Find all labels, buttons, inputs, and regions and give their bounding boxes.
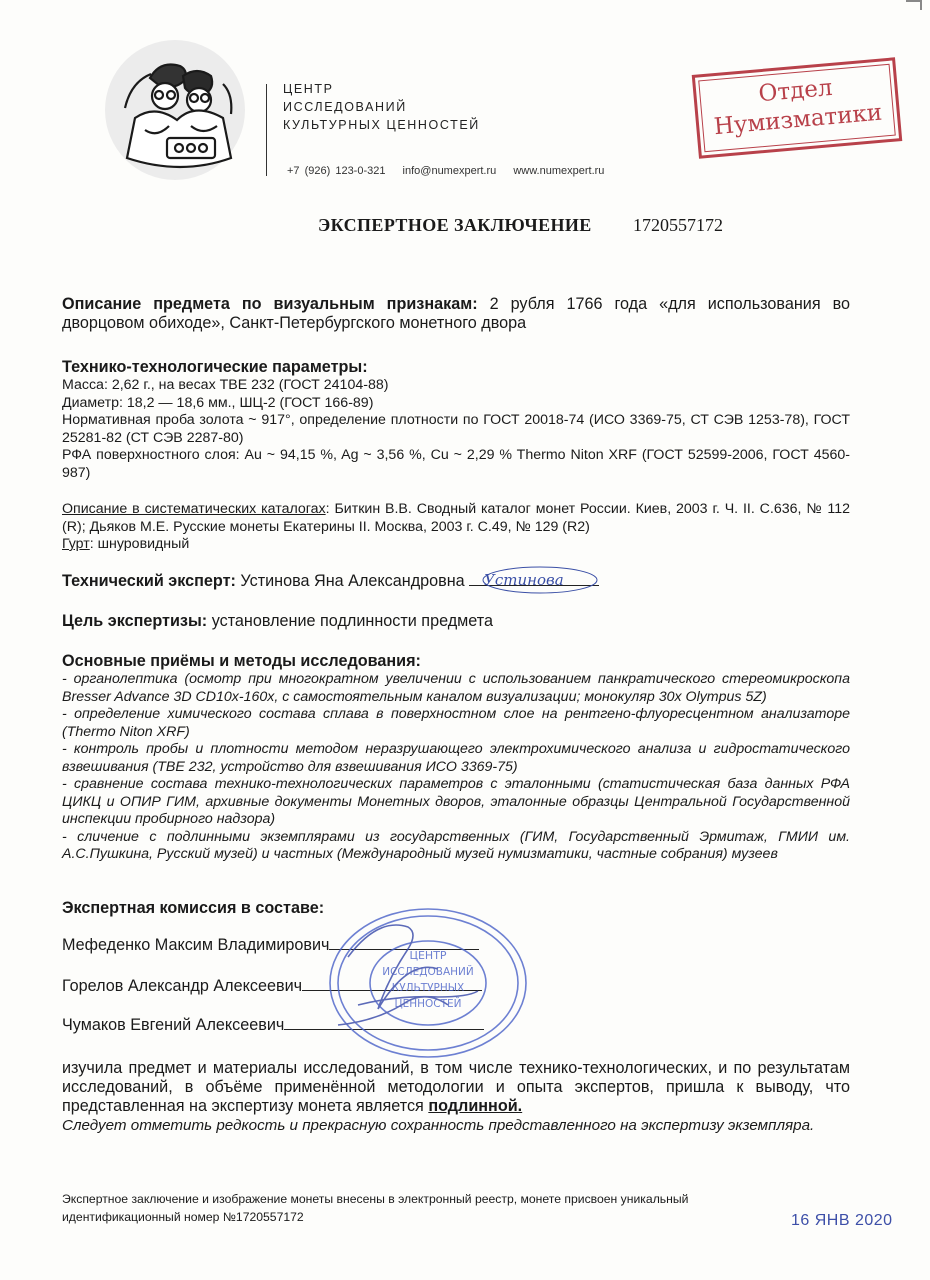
- svg-text:ЦЕННОСТЕЙ: ЦЕННОСТЕЙ: [394, 998, 462, 1010]
- dept-stamp-line: Отдел: [757, 74, 834, 108]
- header-divider: [266, 84, 267, 176]
- method-item: - контроль пробы и плотности методом неразрушающего электрохимического анализа и гидростатического взвешивания (ТВЕ 232, устройство для взвешивания ИСО 3369-75): [62, 741, 850, 775]
- commission-member-name: Мефеденко Максим Владимирович: [62, 936, 330, 954]
- param-xrf: РФА поверхностного слоя: Au ~ 94,15 %, Ag ~ 3,56 %, Cu ~ 2,29 % Thermo Niton XRF (ГОСТ 52599-2006, ГОСТ 4560-987): [62, 447, 850, 481]
- param-purity: Нормативная проба золота ~ 917°, определение плотности по ГОСТ 20018-74 (ИСО 3369-75, СТ СЭВ 1253-78), ГОСТ 25281-82 (СТ СЭВ 2287-80): [62, 412, 850, 446]
- svg-text:ИССЛЕДОВАНИЙ: ИССЛЕДОВАНИЙ: [382, 966, 474, 978]
- method-item: - сличение с подлинными экземплярами из государственных (ГИМ, Государственный Эрмитаж, ГМИИ им. А.С.Пушкина, Русский музей) и частных (Международный музей нумизматики, частные собрания) музеев: [62, 828, 850, 862]
- org-logo-image: [95, 38, 255, 183]
- goal-line: [62, 612, 850, 631]
- item-description: [62, 295, 850, 333]
- method-item: - органолептика (осмотр при многократном увеличении с использованием панкратического стереомикроскопа Bresser Advance 3D CD10x-160x, с самостоятельным каналом визуализации; монокуляр 30x Olympus 5Z): [62, 671, 850, 705]
- org-name-line: ЦЕНТР: [283, 82, 334, 96]
- official-round-seal: [318, 905, 528, 1060]
- tech-expert-label: Технический эксперт:: [62, 572, 236, 590]
- edge-value: : шнуровидный: [89, 536, 190, 552]
- conclusion-text: изучила предмет и материалы исследований, в том числе технико-технологических, и по результатам исследований, в объёме применённой методологии и опыта экспертов, пришла к выводу, что представленная на экспертизу монета является: [62, 1059, 850, 1115]
- commission-member-name: Чумаков Евгений Алексеевич: [62, 1016, 285, 1034]
- commission-member-name: Горелов Александр Алексеевич: [62, 977, 303, 995]
- org-name-line: КУЛЬТУРНЫХ ЦЕННОСТЕЙ: [283, 118, 480, 132]
- conclusion-note: Следует отметить редкость и прекрасную сохранность представленного на экспертизу экземпляра.: [62, 1117, 815, 1134]
- dept-stamp-line: Нумизматики: [712, 99, 884, 141]
- website: www.numexpert.ru: [513, 165, 605, 177]
- footer-id: идентификационный номер №1720557172: [62, 1210, 304, 1224]
- item-description-text: 2 рубля 1766 года «для использования во дворцовом обиходе», Санкт-Петербургского монетного двора: [62, 295, 851, 332]
- edge-label: Гурт: [62, 536, 90, 552]
- goal-label: Цель экспертизы:: [62, 612, 208, 630]
- tech-params-heading: Технико-технологические параметры:: [62, 358, 368, 376]
- methods-heading: Основные приёмы и методы исследования:: [62, 652, 421, 670]
- param-diameter: Диаметр: 18,2 — 18,6 мм., ШЦ-2 (ГОСТ 166-89): [62, 394, 374, 411]
- verdict: подлинной.: [428, 1097, 523, 1115]
- email: info@numexpert.ru: [402, 165, 497, 177]
- param-mass: Масса: 2,62 г., на весах ТВЕ 232 (ГОСТ 24104-88): [62, 377, 389, 393]
- footer-text: Экспертное заключение и изображение монеты внесены в электронный реестр, монете присвоен уникальный: [62, 1192, 689, 1206]
- org-contacts: [287, 165, 616, 177]
- method-item: - определение химического состава сплава в поверхностном слое на рентгено-флуоресцентном анализаторе (Thermo Niton XRF): [62, 706, 850, 740]
- commission-heading: Экспертная комиссия в составе:: [62, 899, 325, 917]
- department-stamp: [692, 57, 903, 158]
- conclusion: [62, 1059, 850, 1135]
- catalogs-label: Описание в систематических каталогах: [62, 501, 326, 517]
- org-name-line: ИССЛЕДОВАНИЙ: [283, 100, 407, 114]
- svg-text:КУЛЬТУРНЫХ: КУЛЬТУРНЫХ: [391, 982, 465, 994]
- svg-text:ЦЕНТР: ЦЕНТР: [409, 949, 447, 962]
- goal-text: установление подлинности предмета: [211, 612, 493, 630]
- org-name: [283, 80, 480, 134]
- tech-expert-name: Устинова Яна Александровна: [240, 572, 465, 590]
- catalogs-text: : Биткин В.В. Сводный каталог монет России. Киев, 2003 г. Ч. II. С.636, № 112 (R); Дьяков М.Е. Русские монеты Екатерины II. Москва, 2003 г. С.49, № 129 (R2): [62, 501, 850, 535]
- tech-params-section: [62, 358, 850, 482]
- method-item: - сравнение состава технико-технологических параметров с эталонными (статистическая база данных РФА ЦИКЦ и ОПИР ГИМ, архивные документы Монетных дворов, эталонные образцы Центральной Государственной инспекции пробирного надзора): [62, 776, 850, 827]
- phone: +7 (926) 123-0-321: [287, 165, 386, 177]
- footer-note: [62, 1190, 850, 1226]
- catalogs-section: [62, 501, 850, 554]
- document-title: ЭКСПЕРТНОЕ ЗАКЛЮЧЕНИЕ: [318, 215, 592, 235]
- item-description-label: Описание предмета по визуальным признакам:: [62, 295, 478, 313]
- scan-corner-mark: [906, 0, 922, 10]
- tech-expert-signature: [480, 563, 598, 595]
- date-stamp: 16 ЯНВ 2020: [791, 1212, 893, 1229]
- svg-text:Устинова: Устинова: [484, 571, 564, 589]
- document-number: 1720557172: [633, 215, 723, 235]
- methods-section: [62, 652, 850, 864]
